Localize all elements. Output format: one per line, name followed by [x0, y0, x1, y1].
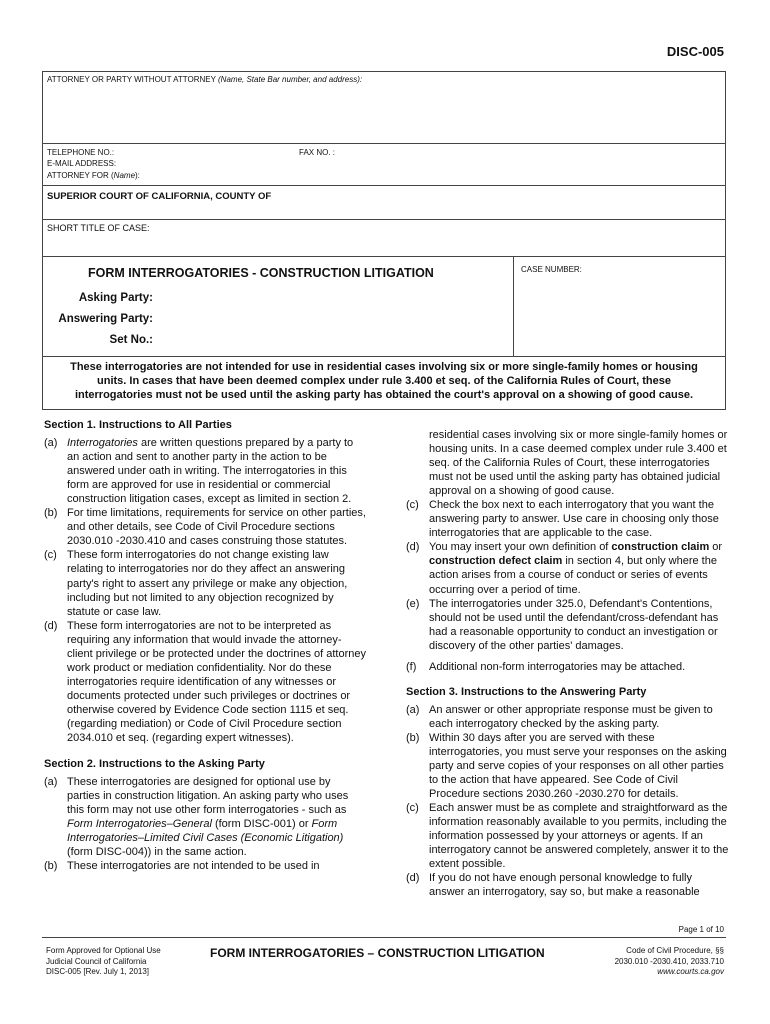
fax-label: FAX NO. : — [299, 148, 336, 157]
page-number: Page 1 of 10 — [678, 925, 724, 934]
section2-item-d: (d) You may insert your own definition of construction claim or construction defect claim in section 4, but only where the action arises from a course of conduct or series of events occurring over a period of time. — [406, 541, 723, 596]
email-label: E-MAIL ADDRESS: — [47, 159, 117, 168]
attorney-for-label: ATTORNEY FOR (Name): — [47, 171, 140, 180]
section1-item-d: (d) These form interrogatories are not to be interpreted as requiring any information that would invade the attorney-client privilege or be protected under the doctrines of attorney work product or mediation confidentiality. Nor do these interrogatories require identification of any witnesses or documents protected under such privileges or doctrines or otherwise covered by Evidence Code section 1115 et seq. (regarding mediation) or Code of Civil Procedure section 2034.010 et seq. (regarding expert witnesses). — [44, 619, 367, 745]
form-id: DISC-005 — [666, 44, 724, 59]
section1-item-b: (b) For time limitations, requirements for service on other parties, and other details, see Code of Civil Procedure sections 2030.010 -2030.410 and cases construing those statutes. — [44, 507, 366, 548]
section3-item-c: (c) Each answer must be as complete and straightforward as the information reasonably available to you permits, including the information possessed by your attorneys or agents. If an interrogatory cannot be answered completely, answer it to the extent possible. — [406, 802, 729, 871]
footer-title: FORM INTERROGATORIES – CONSTRUCTION LITIGATION — [210, 946, 545, 960]
case-number-label: CASE NUMBER: — [521, 265, 582, 274]
section2-item-e: (e) The interrogatories under 325.0, Defendant's Contentions, should not be used until the defendant/cross-defendant has had a reasonable opportunity to conduct an investigation or discovery of the other parties' damages. — [406, 597, 719, 652]
set-no-label: Set No.: — [109, 334, 153, 346]
form-title: FORM INTERROGATORIES - CONSTRUCTION LITIGATION — [88, 266, 434, 280]
courts-link[interactable]: www.courts.ca.gov — [657, 967, 724, 976]
right-column — [406, 428, 730, 900]
section1-heading: Section 1. Instructions to All Parties — [44, 419, 232, 431]
footer-right: Code of Civil Procedure, §§ 2030.010 -2030.410, 2033.710 www.courts.ca.gov — [614, 946, 724, 976]
section3-item-d: (d) If you do not have enough personal knowledge to fully answer an interrogatory, say so, but make a reasonable — [406, 872, 700, 899]
form-title-box — [42, 257, 726, 357]
contact-box — [42, 144, 726, 186]
section2-heading: Section 2. Instructions to the Asking Party — [44, 758, 265, 771]
court-label: SUPERIOR COURT OF CALIFORNIA, COUNTY OF — [47, 191, 272, 202]
section1-item-c: (c) These form interrogatories do not change existing law relating to interrogatories nor do they affect an answering party's right to assert any privilege or make any objection, including but not limited to any objection recognized by statute or case law. — [44, 549, 348, 618]
short-title-label: SHORT TITLE OF CASE: — [47, 223, 150, 233]
attorney-box[interactable] — [42, 71, 726, 144]
section3-heading: Section 3. Instructions to the Answering Party — [406, 685, 647, 698]
notice-box — [42, 357, 726, 410]
section2-item-b: (b) These interrogatories are not intended to be used in — [44, 860, 320, 873]
section2-item-b-continued: residential cases involving six or more single-family homes or housing units. In a case deemed complex under rule 3.400 et seq. of the California Rules of Court, these interrogatories must not be used until the asking party has obtained judicial approval on a showing of good cause. — [429, 429, 728, 498]
court-box[interactable] — [42, 186, 726, 220]
short-title-box[interactable] — [42, 220, 726, 257]
case-divider — [513, 257, 514, 356]
telephone-label: TELEPHONE NO.: — [47, 148, 115, 157]
answering-party-label: Answering Party: — [58, 313, 153, 325]
section1-item-a: (a) Interrogatories are written questions prepared by a party to an action and sent to another party in the action to be answered under oath in writing. The interrogatories in this form are approved for use in residential or commercial construction litigation cases, except as limited in section 2. — [44, 437, 354, 506]
notice-text: These interrogatories are not intended for use in residential cases involving six or more single-family homes or housing units. In cases that have been deemed complex under rule 3.400 et seq. of the California Rules of Court, these interrogatories must not be used until the asking party has obtained the court's approval on a showing of good cause. — [70, 361, 698, 401]
section3-item-a: (a) An answer or other appropriate response must be given to each interrogatory checked by the asking party. — [406, 703, 713, 730]
section2-item-c: (c) Check the box next to each interrogatory that you want the answering party to answer. Use care in choosing only those interrogatories that are applicable to the case. — [406, 499, 719, 540]
section2-item-a: (a) These interrogatories are designed for optional use by parties in construction litigation. An asking party who uses this form may not use other form interrogatories - such as Form Interrogatories–General (form DISC-001) or Form Interrogatories–Limited Civil Cases (Economic Litigation) (form DISC-004)) in the same action. — [44, 776, 349, 859]
left-column — [44, 418, 366, 873]
asking-party-label: Asking Party: — [78, 292, 153, 304]
section2-item-f: (f) Additional non-form interrogatories may be attached. — [406, 660, 686, 673]
footer-rule — [42, 937, 726, 938]
attorney-label: ATTORNEY OR PARTY WITHOUT ATTORNEY (Name, State Bar number, and address): — [47, 75, 363, 84]
footer-left: Form Approved for Optional Use Judicial Council of California DISC-005 [Rev. July 1, 2013] — [46, 946, 161, 976]
section3-item-b: (b) Within 30 days after you are served with these interrogatories, you must serve your responses on the asking party and serve copies of your responses on all other parties to the action that have appeared. See Code of Civil Procedure sections 2030.260 -2030.270 for details. — [406, 731, 727, 801]
